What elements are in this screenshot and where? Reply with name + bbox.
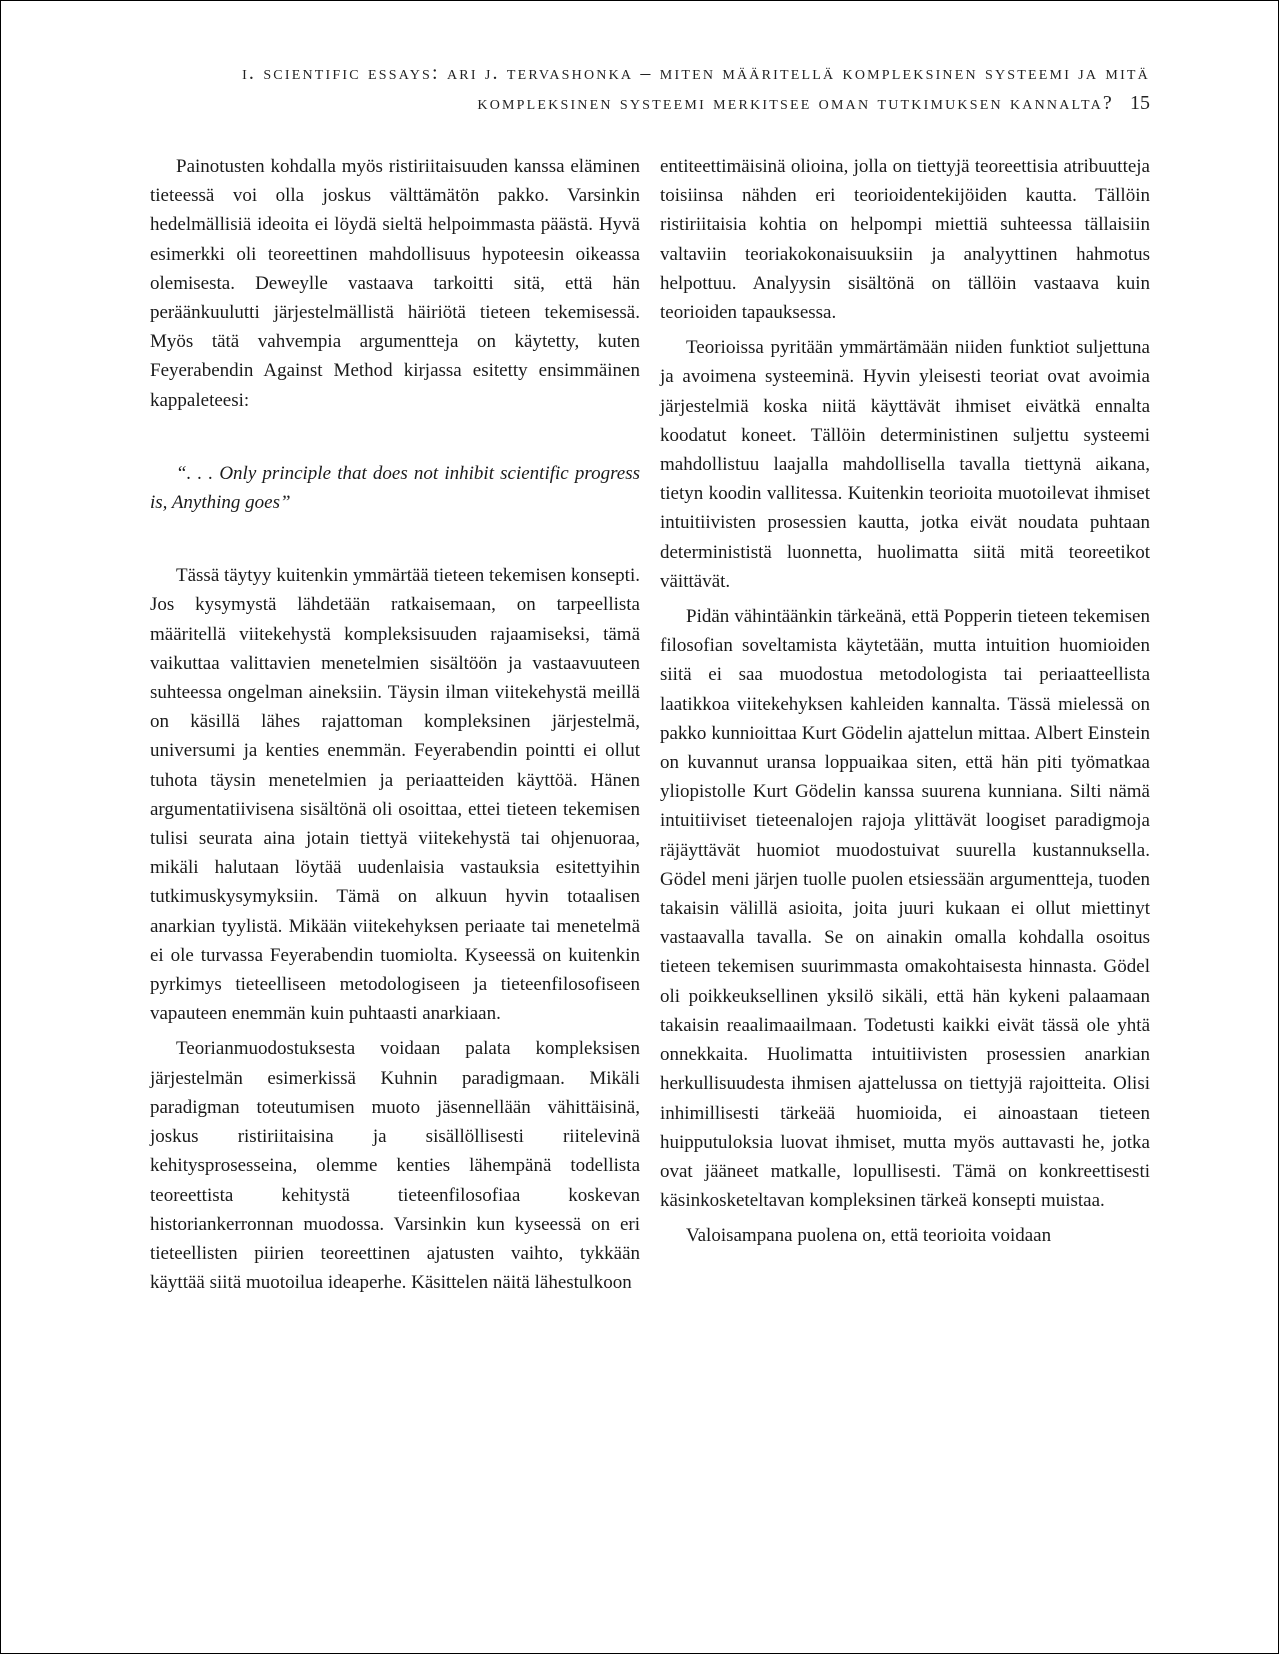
left-column xyxy=(150,152,640,1303)
page-number: 15 xyxy=(1130,92,1150,114)
block-quote: “. . . Only principle that does not inhibit scientific progress is, Anything goes” xyxy=(150,462,640,514)
running-header-line-1: i. scientific essays: ari j. tervashonka – miten määritellä kompleksinen systeemi ja mitä xyxy=(242,62,1150,84)
paragraph: Painotusten kohdalla myös ristiriitaisuuden kanssa eläminen tieteessä voi olla joskus välttämätön pakko. Varsinkin hedelmällisiä ideoita ei löydä sieltä helpoimmasta päästä. Hyvä esimerkki oli teoreettinen mahdollisuus hypoteesin oikeassa olemisesta. Deweylle vastaava tarkoitti sitä, että hän peräänkuulutti järjestelmällistä häiriötä tieteen tekemisessä. Myös tätä vahvempia argumentteja on käytetty, kuten Feyerabendin Against Method kirjassa esitetty ensimmäinen kappaleteesi: xyxy=(150,156,640,411)
paragraph: Pidän vähintäänkin tärkeänä, että Popperin tieteen tekemisen filosofian soveltamista käytetään, mutta intuition huomioiden siitä ei saa muodostua metodologista tai periaatteellista laatikkoa viitekehyksen kahleiden kannalta. Tässä mielessä on pakko kunnioittaa Kurt Gödelin ajattelun mittaa. Albert Einstein on kuvannut uransa loppuaikaa siten, että hän piti työmatkaa yliopistolle Kurt Gödelin kanssa suurena kunniana. Silti nämä intuitiiviset tieteenalojen rajoja ylittävät loogiset paradigmoja räjäyttävät huomiot muodostuivat suurella kustannuksella. Gödel meni järjen tuolle puolen etsiessään argumentteja, tuoden takaisin välillä asioita, joita juuri kukaan ei ollut miettinyt vastaavalla tavalla. Se on ainakin omalla kohdalla osoitus tieteen tekemisen suurimmasta omakohtaisesta hinnasta. Gödel oli poikkeuksellinen yksilö sikäli, että hän kykeni palaamaan takaisin reaalimaailmaan. Todetusti kaikki eivät tässä ole yhtä onnekkaita. Huolimatta intuitiivisten prosessien anarkian herkullisuudesta ihmisen ajattelussa on tiettyjä rajoitteita. Olisi inhimillisesti tärkeää huomioida, ei ainoastaan tieteen huipputuloksia luovat ihmiset, mutta myös auttavasti he, jotka ovat jääneet matkalle, lopullisesti. Tämä on konkreettisesti käsinkosketeltavan kompleksinen tärkeä konsepti muistaa. xyxy=(660,606,1150,1212)
paragraph: Teorioissa pyritään ymmärtämään niiden funktiot suljettuna ja avoimena systeeminä. Hyvin yleisesti teoriat ovat avoimia järjestelmiä koska niitä käyttävät ihmiset eivätkä ennalta koodatut koneet. Tällöin deterministinen suljettu systeemi mahdollistuu laajalla mahdollisella tavalla tiettynä aikana, tietyn koodin vallitessa. Kuitenkin teorioita muotoilevat ihmiset intuitiivisten prosessien kautta, jotka eivät noudata puhtaan determinististä luonnetta, huolimatta siitä mitä teoreetikot väittävät. xyxy=(660,337,1150,592)
right-column xyxy=(660,152,1150,1257)
running-header-line-2 xyxy=(150,88,1150,118)
paragraph: Tässä täytyy kuitenkin ymmärtää tieteen tekemisen konsepti. Jos kysymystä lähdetään ratkaisemaan, on tarpeellista määritellä viitekehystä kompleksisuuden rajaamiseksi, tämä vaikuttaa valittavien menetelmien sisältöön ja vastaavuuteen suhteessa ongelman aineksiin. Täysin ilman viitekehystä meillä on käsillä lähes rajattoman kompleksinen järjestelmä, universumi ja kenties enemmän. Feyerabendin pointti ei ollut tuhota täysin menetelmien ja periaatteiden käyttöä. Hänen argumentatiivisena sisältönä oli osoittaa, ettei tieteen tekemisen tulisi seurata aina jotain tiettyä viitekehystä tai ohjenuoraa, mikäli halutaan löytää uudenlaisia vastauksia esitettyihin tutkimuskysymyksiin. Tämä on alkuun hyvin totaalisen anarkian tyylistä. Mikään viitekehyksen periaate tai menetelmä ei ole turvassa Feyerabendin tuomiolta. Kyseessä on kuitenkin pyrkimys tieteelliseen metodologiseen ja tieteenfilosofiseen vapauteen enemmän kuin puhtaasti anarkiaan. xyxy=(150,565,640,1025)
paragraph: Valoisampana puolena on, että teorioita voidaan xyxy=(686,1225,1052,1247)
paragraph-continued: entiteettimäisinä olioina, jolla on tiettyjä teoreettisia atribuutteja toisiinsa nähden eri teorioidentekijöiden kautta. Tällöin ristiriitaisia kohtia on helpompi miettiä suhteessa tällaisiin valtaviin teoriakokonaisuuksiin ja analyyttinen hahmotus helpottuu. Analyysin sisältönä on tällöin vastaava kuin teorioiden tapauksessa. xyxy=(660,156,1150,324)
running-header xyxy=(150,58,1150,118)
running-header-title-end: kompleksinen systeemi merkitsee oman tutkimuksen kannalta? xyxy=(477,92,1114,114)
paragraph: Teorianmuodostuksesta voidaan palata kompleksisen järjestelmän esimerkissä Kuhnin paradigmaan. Mikäli paradigman toteutumisen muoto jäsennellään vähittäisinä, joskus ristiriitaisina ja sisällöllisesti riitelevinä kehitysprosesseina, olemme kenties lähempänä todellista teoreettista kehitystä tieteenfilosofiaa koskevan historiankerronnan muodossa. Varsinkin kun kyseessä on eri tieteellisten piirien teoreettinen ajatusten vaihto, tykkään käyttää siitä muotoilua ideaperhe. Käsittelen näitä lähestulkoon xyxy=(150,1038,640,1294)
